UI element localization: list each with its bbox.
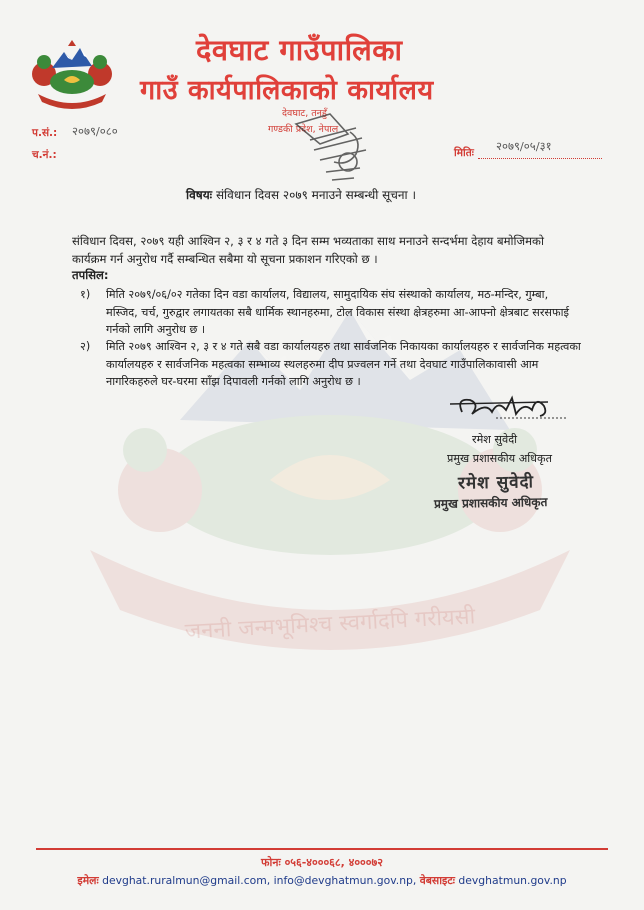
title-stamp: प्रमुख प्रशासकीय अधिकृत <box>433 495 548 511</box>
subject-text: संविधान दिवस २०७९ मनाउने सम्बन्धी सूचना । <box>215 188 416 202</box>
phone-value: ०५६-४०००६८, ४०००७२ <box>284 856 383 869</box>
list-item-text: मिति २०७९/०६/०२ गतेका दिन वडा कार्यालय, विद्यालय, सामुदायिक संघ संस्थाको कार्यालय, मठ-मन्दिर, गुम्बा, मस्जिद, चर्च, गुरुद्वार लगायतका सबै धार्मिक स्थानहरुमा, टोल विकास संस्था क्षेत्रहरुमा आ-आफ्नो क्षेत्रबाट सरसफाई गर्नको लागि अनुरोध छ । <box>106 288 569 336</box>
list-item-number: १) <box>80 288 91 301</box>
signer-title: प्रमुख प्रशासकीय अधिकृत <box>447 452 553 465</box>
list-heading: तपसिल: <box>72 268 109 282</box>
office-title-line2: गाउँ कार्यपालिकाको कार्यालय <box>140 75 434 106</box>
list-item-number: २) <box>80 340 91 353</box>
office-address-line1: देवघाट, तनहुँ <box>282 108 327 119</box>
watermark-motto: जननी जन्मभूमिश्च स्वर्गादपि गरीयसी <box>184 604 476 645</box>
office-address-line2: गण्डकी प्रदेश, नेपाल <box>268 124 339 135</box>
footer-phone <box>0 855 644 870</box>
list-item-text: मिति २०७९ आश्विन २, ३ र ४ गते सबै वडा कार्यालयहरु तथा सार्वजनिक निकायका कार्यालयहरु र सार्वजनिक महत्वका कार्यालयहरु र सार्वजनिक महत्वका सम्भाव्य स्थलहरुमा दीप प्रज्वलन गर्ने तथा देवघाट गाउँपालिकावासी आम नागरिकहरुले घर-घरमा साँझ दिपावली गर्नको लागि अनुरोध छ । <box>106 340 581 388</box>
date-value: २०७९/०५/३१ <box>496 139 552 153</box>
signer-name: रमेश सुवेदी <box>472 433 518 446</box>
patra-sankhya-label: प.सं.: <box>32 127 58 139</box>
name-stamp: रमेश सुवेदी <box>457 472 535 494</box>
office-stamp <box>290 110 386 188</box>
website-link[interactable]: devghatmun.gov.np <box>458 874 567 887</box>
footer-divider <box>36 848 608 850</box>
email-label: इमेलः <box>77 874 99 887</box>
office-title-line1: देवघाट गाउँपालिका <box>196 33 403 67</box>
website-label: वेबसाइटः <box>419 874 455 887</box>
footer-contact <box>0 873 644 888</box>
date-dotted-line <box>478 158 602 159</box>
phone-label: फोनः <box>261 856 281 869</box>
subject-line <box>186 186 416 203</box>
chalani-number-label: च.नं.: <box>32 149 57 161</box>
handwritten-signature <box>440 392 590 424</box>
email-value[interactable]: devghat.ruralmun@gmail.com, info@devghatmun.gov.np, <box>102 874 417 887</box>
nepal-emblem-logo <box>30 38 114 110</box>
body-paragraph: संविधान दिवस, २०७९ यही आश्विन २, ३ र ४ गते ३ दिन सम्म भव्यताका साथ मनाउने सन्दर्भमा देहाय बमोजिमको कार्यक्रम गर्न अनुरोध गर्दै सम्बन्धित सबैमा यो सूचना प्रकाशन गरिएको छ । <box>72 234 544 266</box>
subject-label: विषयः <box>186 188 213 202</box>
patra-sankhya-value: २०७९/०८० <box>72 124 118 138</box>
date-label: मितिः <box>454 147 474 159</box>
